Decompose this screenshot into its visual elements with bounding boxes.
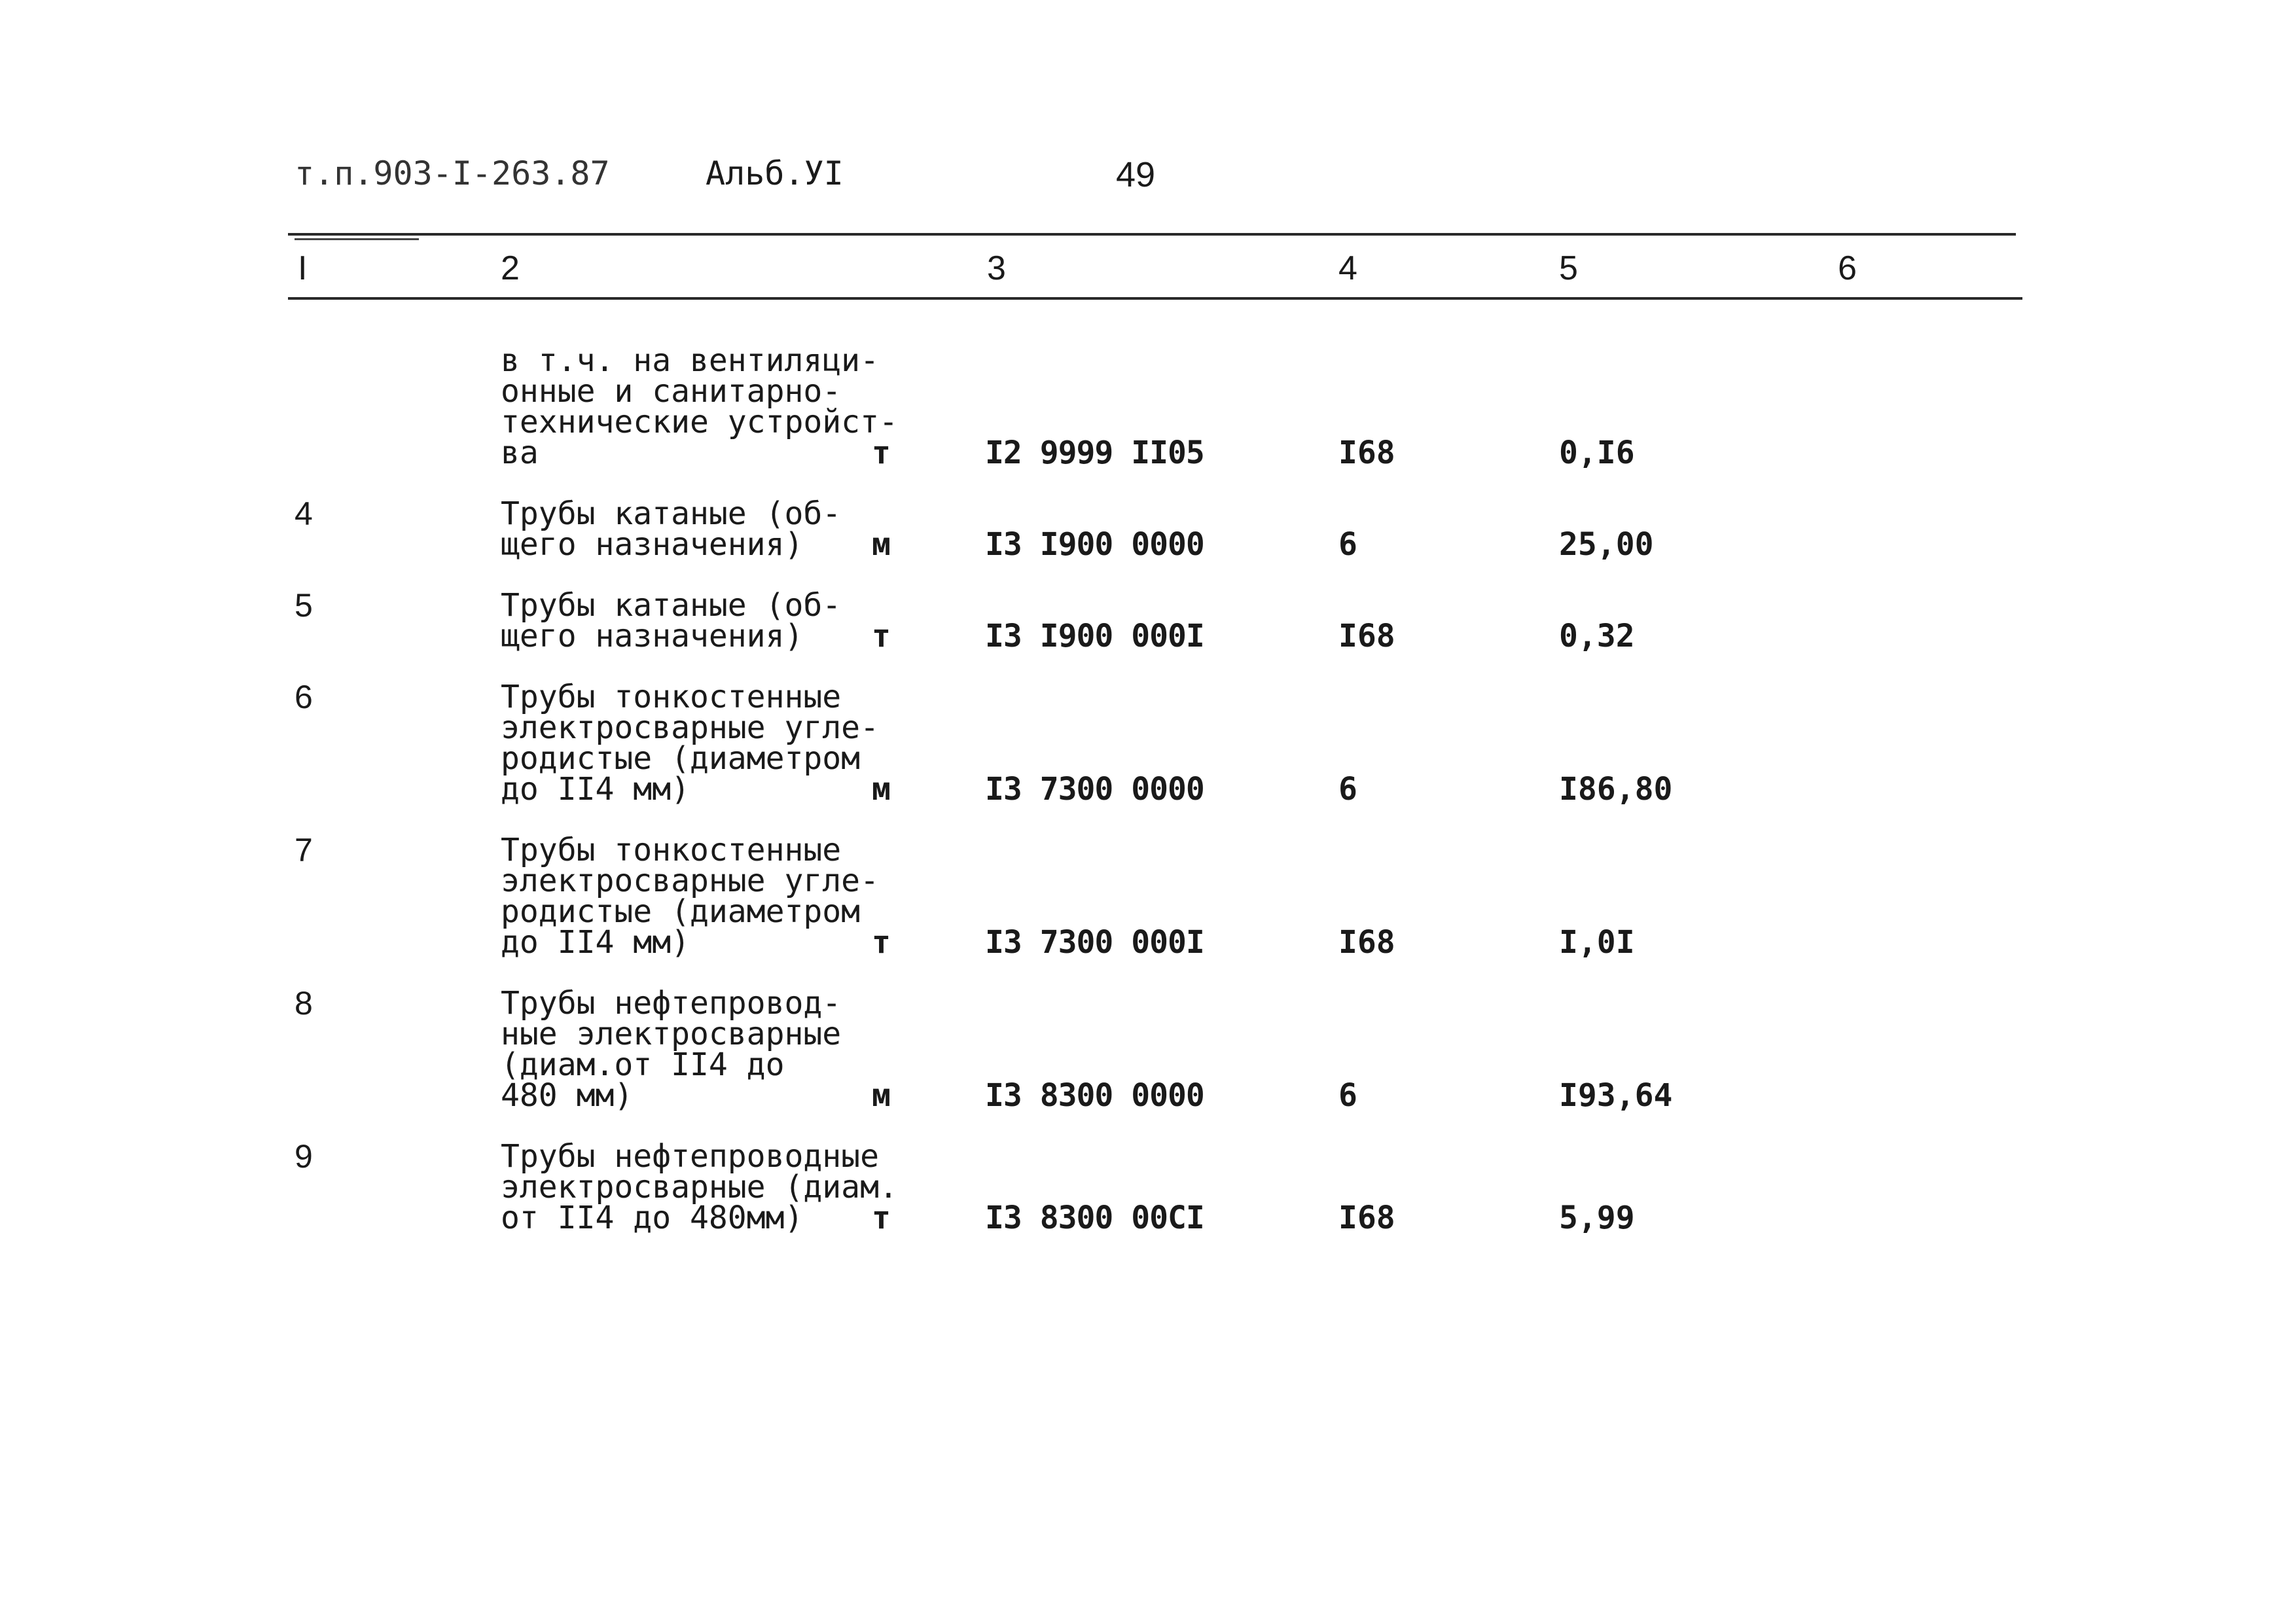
quantity: I,0I bbox=[1559, 924, 1635, 961]
table-header-bottom-rule bbox=[288, 297, 2022, 300]
coefficient: 6 bbox=[1338, 526, 1357, 563]
item-name: Трубы нефтепроводные электросварные (диам. от II4 до 480мм) bbox=[501, 1138, 898, 1236]
item-code: I3 I900 0000 bbox=[985, 526, 1204, 563]
unit: т bbox=[872, 618, 891, 654]
quantity: I93,64 bbox=[1559, 1077, 1673, 1114]
unit: т bbox=[872, 924, 891, 961]
column-number-1: I bbox=[298, 249, 308, 287]
row-number: 6 bbox=[295, 679, 313, 715]
unit: м bbox=[872, 526, 891, 563]
column-number-4: 4 bbox=[1338, 249, 1357, 287]
quantity: 25,00 bbox=[1559, 526, 1654, 563]
item-name: Трубы катаные (об- щего назначения) bbox=[501, 587, 842, 654]
unit: м bbox=[872, 771, 891, 808]
row-number: 8 bbox=[295, 985, 313, 1022]
album-number: Альб.УI bbox=[706, 154, 844, 192]
item-name: Трубы тонкостенные электросварные угле- родистые (диаметром до II4 мм) bbox=[501, 832, 879, 961]
unit: т bbox=[872, 1200, 891, 1236]
row-number: 9 bbox=[295, 1138, 313, 1175]
column-number-2: 2 bbox=[501, 249, 520, 287]
item-code: I3 8300 00CI bbox=[985, 1200, 1204, 1236]
item-name: Трубы катаные (об- щего назначения) bbox=[501, 495, 842, 563]
page-header bbox=[295, 154, 2062, 207]
item-name: Трубы тонкостенные электросварные угле- родистые (диаметром до II4 мм) bbox=[501, 679, 879, 808]
quantity: 5,99 bbox=[1559, 1200, 1635, 1236]
row-number: 5 bbox=[295, 587, 313, 624]
unit: т bbox=[872, 435, 891, 471]
row-number: 4 bbox=[295, 495, 313, 532]
item-name: в т.ч. на вентиляци- онные и санитарно- технические устройст- ва bbox=[501, 342, 898, 471]
column-number-3: 3 bbox=[987, 249, 1006, 287]
item-code: I3 7300 000I bbox=[985, 924, 1204, 961]
item-code: I3 8300 0000 bbox=[985, 1077, 1204, 1114]
item-code: I2 9999 II05 bbox=[985, 435, 1204, 471]
quantity: 0,32 bbox=[1559, 618, 1635, 654]
coefficient: 6 bbox=[1338, 771, 1357, 808]
row-number: 7 bbox=[295, 832, 313, 868]
item-code: I3 7300 0000 bbox=[985, 771, 1204, 808]
item-code: I3 I900 000I bbox=[985, 618, 1204, 654]
column-number-5: 5 bbox=[1559, 249, 1578, 287]
document-code: т.п.903-I-263.87 bbox=[295, 154, 610, 192]
coefficient: I68 bbox=[1338, 1200, 1395, 1236]
coefficient: I68 bbox=[1338, 924, 1395, 961]
table-top-rule bbox=[288, 233, 2016, 236]
item-name: Трубы нефтепровод- ные электросварные (диам.от II4 до 480 мм) bbox=[501, 985, 842, 1114]
coefficient: 6 bbox=[1338, 1077, 1357, 1114]
page-number: 49 bbox=[1116, 155, 1156, 194]
quantity: I86,80 bbox=[1559, 771, 1673, 808]
quantity: 0,I6 bbox=[1559, 435, 1635, 471]
column-number-6: 6 bbox=[1838, 249, 1857, 287]
coefficient: I68 bbox=[1338, 435, 1395, 471]
unit: м bbox=[872, 1077, 891, 1114]
coefficient: I68 bbox=[1338, 618, 1395, 654]
header-rule-fragment bbox=[295, 238, 419, 240]
